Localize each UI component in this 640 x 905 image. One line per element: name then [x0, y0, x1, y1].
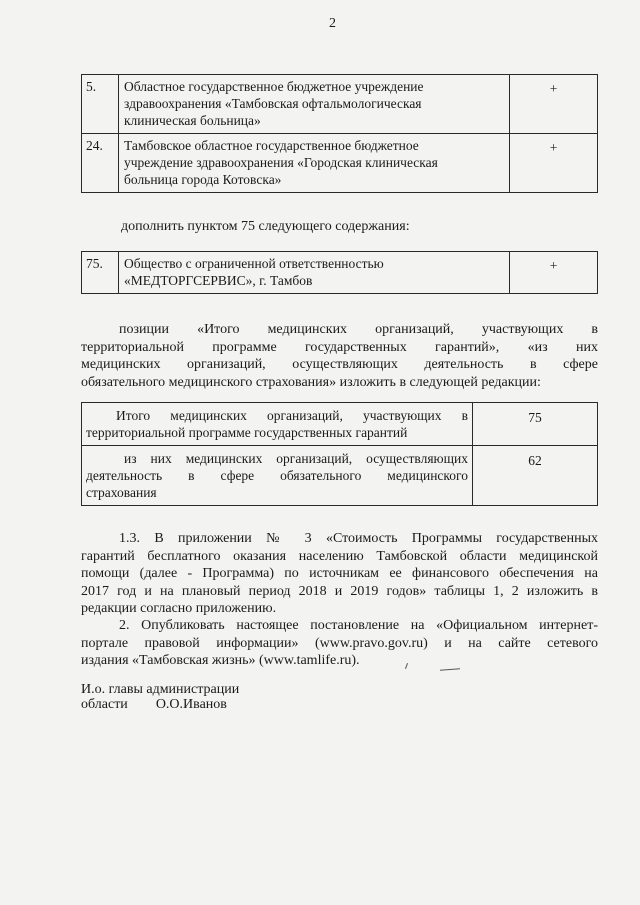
totals-table: [81, 402, 598, 506]
positions-paragraph: позиции «Итого медицинских организаций, участвующих в территориальной программе государственных гарантий», «из них медицинских организаций, осуществляющих деятельность в сфере обязательного медицинского страхования» изложить в следующей редакции:: [81, 322, 598, 390]
participation-mark: +: [510, 75, 598, 134]
total-value: 75: [473, 403, 598, 446]
signature-block: [81, 682, 239, 712]
table-row: [82, 75, 598, 134]
new-item-table: [81, 251, 598, 294]
signatory-name: О.О.Иванов: [155, 697, 227, 712]
participation-mark: +: [510, 134, 598, 193]
signatory-title: И.о. главы администрации: [81, 682, 240, 697]
page-number: 2: [329, 16, 336, 31]
table-row: [82, 252, 598, 294]
total-description: из них медицинских организаций, осуществляющих деятельность в сфере обязательного медицинского страхования: [82, 446, 473, 506]
signatory-region: области: [81, 697, 128, 712]
annex-paragraph: 1.3. В приложении № 3 «Стоимость Программы государственных гарантий бесплатного оказания населению Тамбовской области медицинской помощи (далее - Программа) по источникам ее финансового обеспечения на 2017 год и на плановый период 2018 и 2019 годов» таблицы 1, 2 изложить в редакции согласно приложению.: [81, 531, 598, 616]
publish-paragraph: 2. Опубликовать настоящее постановление на «Официальном интернет- портале правовой информации» (www.pravo.gov.ru) и на сайте сетевого издания «Тамбовская жизнь» (www.tamlife.ru).: [81, 618, 598, 668]
institutions-table: [81, 74, 598, 193]
pen-mark: [440, 668, 460, 670]
table-row: [82, 134, 598, 193]
row-number: 24.: [82, 134, 119, 193]
institution-name: Тамбовское областное государственное бюджетное учреждение здравоохранения «Городская клиническая больница города Котовска»: [119, 134, 510, 193]
institution-name: Общество с ограниченной ответственностью «МЕДТОРГСЕРВИС», г. Тамбов: [119, 252, 510, 294]
table-row: [82, 403, 598, 446]
supplement-text: дополнить пунктом 75 следующего содержания:: [121, 219, 410, 234]
institution-name: Областное государственное бюджетное учреждение здравоохранения «Тамбовская офтальмологическая клиническая больница»: [119, 75, 510, 134]
total-description: Итого медицинских организаций, участвующих в территориальной программе государственных гарантий: [82, 403, 473, 446]
total-value: 62: [473, 446, 598, 506]
row-number: 5.: [82, 75, 119, 134]
row-number: 75.: [82, 252, 119, 294]
participation-mark: +: [510, 252, 598, 294]
table-row: [82, 446, 598, 506]
